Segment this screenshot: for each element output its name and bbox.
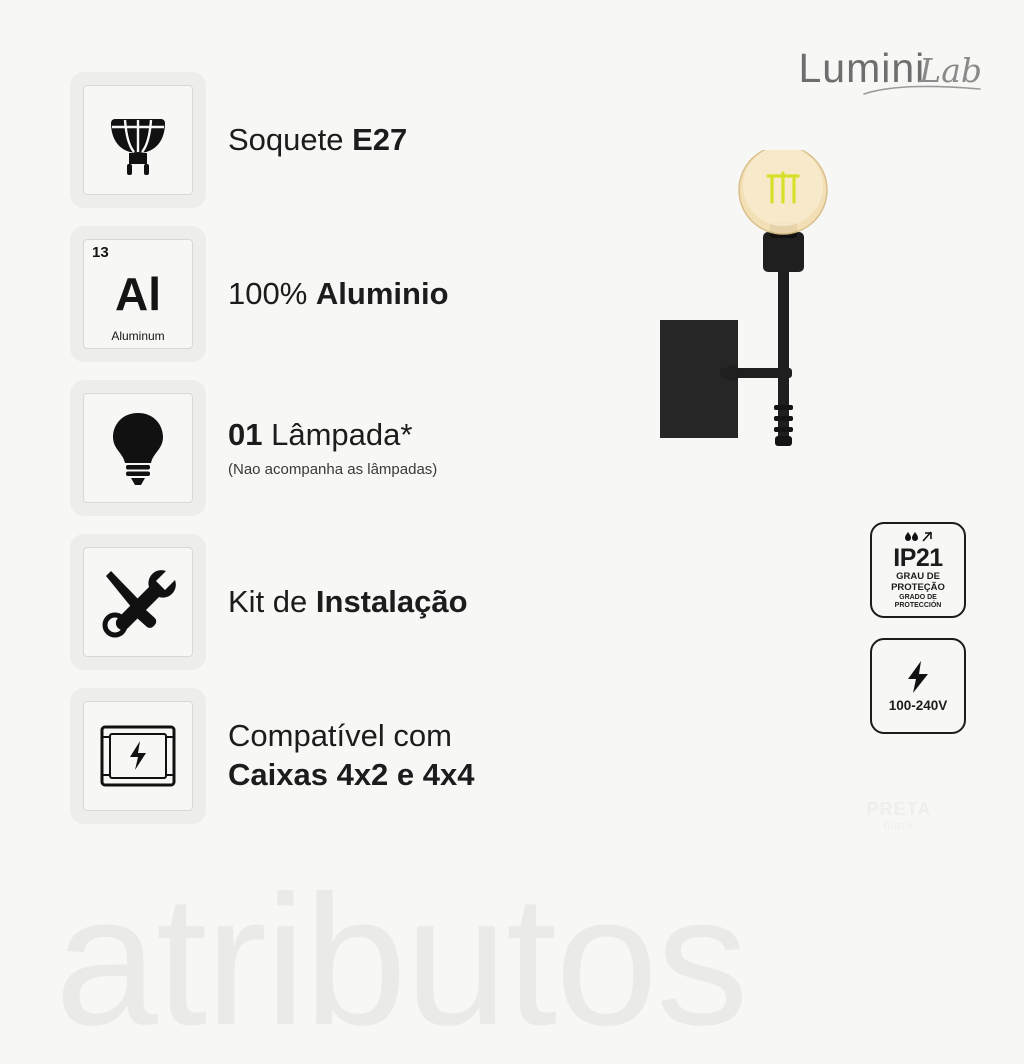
brand-name: Lumini xyxy=(798,45,926,91)
logo-swoosh-icon xyxy=(862,83,982,97)
ip-rating-badge xyxy=(870,522,966,618)
attribute-row xyxy=(70,688,630,824)
ip-line1: GRAU DE xyxy=(896,571,940,583)
attribute-text-prefix: Soquete xyxy=(228,121,353,157)
icon-box xyxy=(70,688,206,824)
ip-line2: PROTEÇÃO xyxy=(891,582,945,594)
color-label xyxy=(844,800,954,832)
attribute-label xyxy=(228,121,407,160)
tools-icon xyxy=(83,547,193,657)
attribute-text-bold: E27 xyxy=(352,121,408,157)
bulb-icon xyxy=(83,393,193,503)
icon-box xyxy=(70,226,206,362)
socket-icon xyxy=(83,85,193,195)
icon-box xyxy=(70,72,206,208)
attribute-text-bold: Caixas 4x2 e 4x4 xyxy=(228,757,475,792)
attribute-row xyxy=(70,380,630,516)
voltage-badge xyxy=(870,638,966,734)
lightning-bolt-icon xyxy=(905,660,931,694)
electrical-box-icon xyxy=(83,701,193,811)
attribute-row xyxy=(70,534,630,670)
brand-logo xyxy=(798,45,983,91)
attribute-text-bold: Aluminio xyxy=(315,275,449,311)
element-name: Aluminum xyxy=(111,329,165,343)
attribute-note: (Nao acompanha as lâmpadas) xyxy=(228,461,438,478)
element-number: 13 xyxy=(92,244,109,261)
attribute-row xyxy=(70,72,630,208)
attribute-row xyxy=(70,226,630,362)
icon-box xyxy=(70,534,206,670)
product-illustration xyxy=(660,150,960,480)
attribute-label xyxy=(228,275,449,314)
attribute-text-bold: Instalação xyxy=(315,583,468,619)
brand-sub: Lab xyxy=(919,51,982,90)
element-symbol: Al xyxy=(115,268,161,320)
ip-line4: PROTECCIÓN xyxy=(894,602,942,610)
aluminum-element-icon xyxy=(83,239,193,349)
voltage-label: 100-240V xyxy=(888,697,948,713)
attribute-text-bold: 01 xyxy=(228,417,263,453)
attributes-list xyxy=(70,72,630,842)
attribute-text-prefix: Kit de xyxy=(228,583,316,619)
attribute-label xyxy=(228,583,468,622)
attribute-label xyxy=(228,717,475,795)
ip-line3: GRADO DE xyxy=(899,594,937,602)
attribute-text-prefix: Compatível com xyxy=(228,718,452,754)
water-drop-icon xyxy=(903,530,933,544)
color-name-en: black xyxy=(883,819,915,832)
watermark-text: atributos xyxy=(55,858,747,1064)
attribute-text-prefix: 100% xyxy=(228,275,316,311)
icon-box xyxy=(70,380,206,516)
attribute-label xyxy=(228,416,437,480)
ip-code: IP21 xyxy=(893,544,943,573)
color-name: PRETA xyxy=(866,799,932,819)
attribute-text-suffix: Lâmpada* xyxy=(262,417,413,453)
badges-group xyxy=(870,522,966,754)
